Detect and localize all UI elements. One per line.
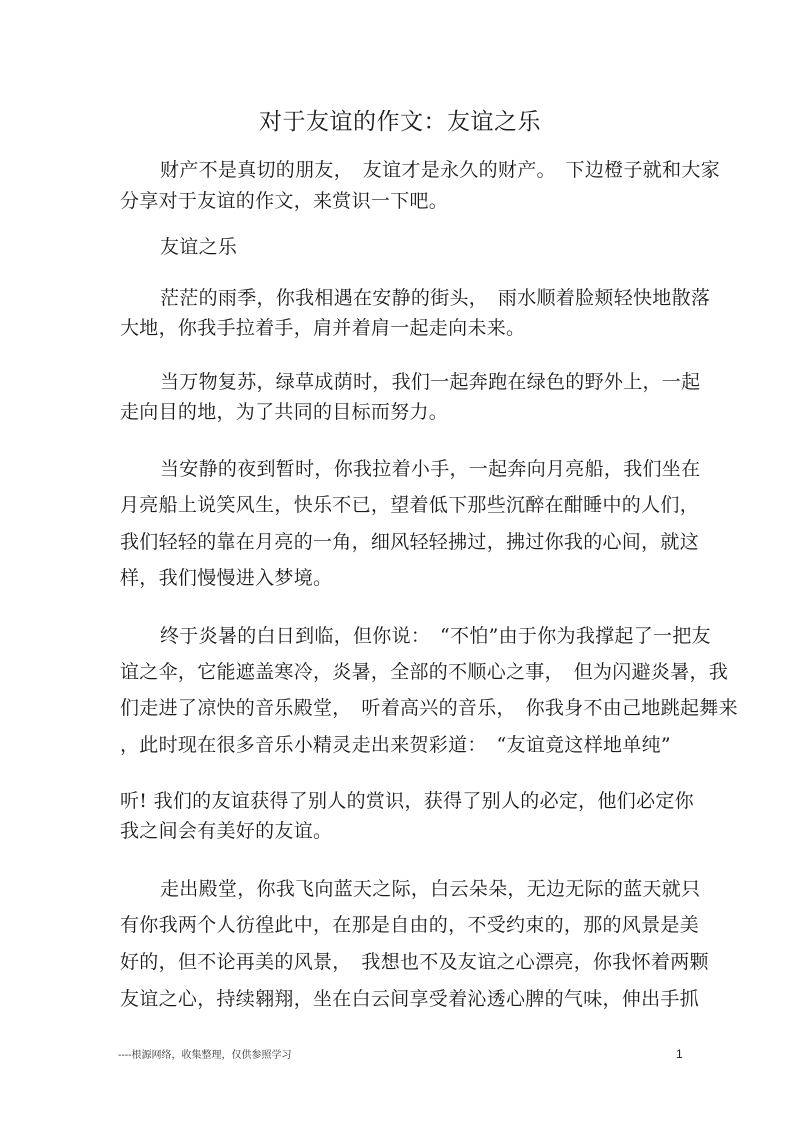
page-number: 1 — [676, 1047, 683, 1061]
paragraph-line: 样，我们慢慢进入梦境。 — [120, 567, 333, 589]
section-subtitle: 友谊之乐 — [160, 236, 238, 258]
paragraph-line: 友谊之心，持续翱翔，坐在白云间享受着沁透心脾的气味，伸出手抓 — [120, 988, 700, 1010]
paragraph-line: 大地，你我手拉着手，肩并着肩一起走向未来。 — [120, 317, 526, 339]
paragraph-line: ，此时现在很多音乐小精灵走出来贺彩道： “友谊竟这样地单纯” — [120, 734, 671, 756]
paragraph-line: 当万物复苏，绿草成荫时，我们一起奔跑在绿色的野外上，一起 — [160, 371, 701, 393]
paragraph-line: 月亮船上说笑风生，快乐不已，望着低下那些沉醉在酣睡中的人们， — [120, 494, 700, 516]
paragraph-line: 有你我两个人彷徨此中，在那是自由的，不受约束的，那的风景是美 — [120, 914, 700, 936]
paragraph-line: 终于炎暑的白日到临，但你说： “不怕”由于你为我撑起了一把友 — [160, 625, 711, 647]
document-title: 对于友谊的作文：友谊之乐 — [259, 109, 541, 135]
paragraph-line: 好的，但不论再美的风景， 我想也不及友谊之心漂亮，你我怀着两颗 — [120, 951, 709, 973]
paragraph-line: 听! 我们的友谊获得了别人的赏识，获得了别人的必定，他们必定你 — [120, 790, 694, 812]
intro-line: 财产不是真切的朋友， 友谊才是永久的财产。 下边橙子就和大家 — [160, 159, 721, 181]
paragraph-line: 茫茫的雨季，你我相遇在安静的街头， 雨水顺着脸颊轻快地散落 — [160, 287, 711, 309]
footer-note: ----根源网络，收集整理，仅供参照学习 — [118, 1050, 292, 1061]
paragraph-line: 走出殿堂，你我飞向蓝天之际，白云朵朵，无边无际的蓝天就只 — [160, 878, 701, 900]
paragraph-line: 我之间会有美好的友谊。 — [120, 820, 333, 842]
paragraph-line: 当安静的夜到暂时，你我拉着小手，一起奔向月亮船，我们坐在 — [160, 458, 701, 480]
paragraph-line: 们走进了凉快的音乐殿堂， 听着高兴的音乐， 你我身不由己地跳起舞来 — [120, 697, 738, 719]
paragraph-line: 走向目的地，为了共同的目标而努力。 — [120, 401, 449, 423]
paragraph-line: 谊之伞，它能遮盖寒冷，炎暑，全部的不顺心之事， 但为闪避炎暑，我 — [120, 661, 729, 683]
intro-line: 分享对于友谊的作文，来赏识一下吧。 — [120, 190, 449, 212]
paragraph-line: 我们轻轻的靠在月亮的一角，细风轻轻拂过，拂过你我的心间，就这 — [120, 531, 700, 553]
